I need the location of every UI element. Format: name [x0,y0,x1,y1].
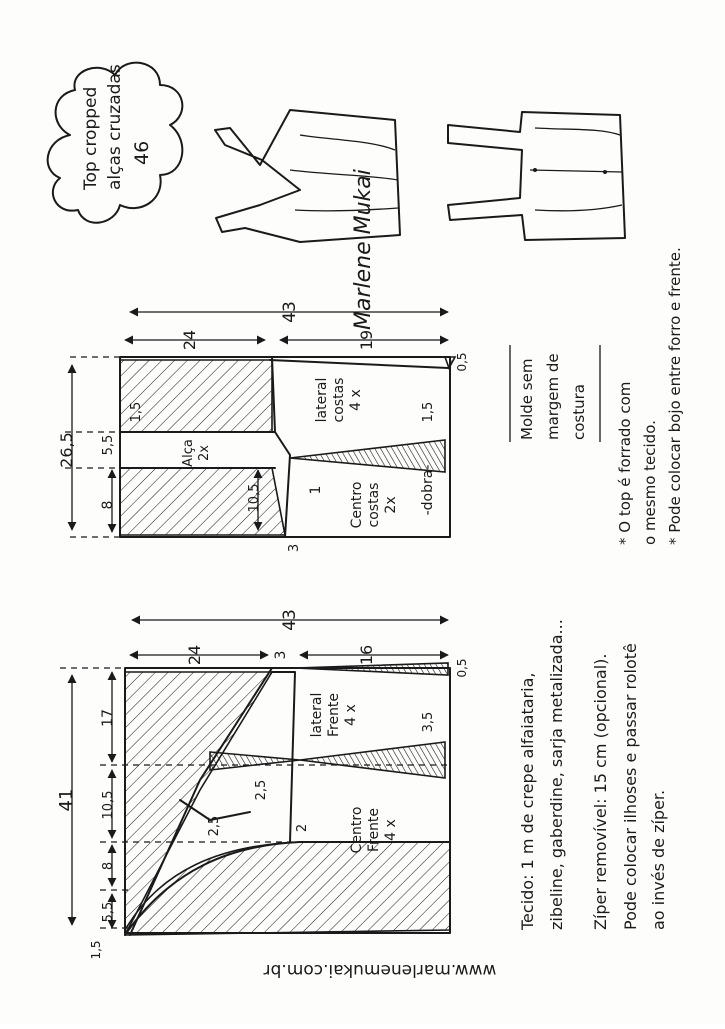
back-dart: 1,5 [421,401,436,423]
front-side-label: lateral [309,692,325,738]
back-side-offset: 10,5 [247,483,262,513]
front-corner: 1,5 [89,940,103,960]
front-center-label-2: Frente [366,807,382,853]
front-diag: 2,5 [207,815,222,837]
front-gap: 3 [273,650,289,660]
front-center-label: Centro [349,806,365,854]
note-fabric-2: zibeline, gaberdine, sarja metalizada... [547,619,566,930]
back-center-mark: 1 [308,485,324,495]
note-eyelets-2: ao invés de zíper. [649,789,668,930]
back-hem-offset: 0,5 [455,352,469,372]
lining-notes [616,247,684,545]
front-width: 41 [56,788,77,812]
back-bottom-mark: 3 [287,543,302,553]
front-center-qty: 4 x [383,819,399,841]
signature [351,169,376,330]
front-side-qty: 4 x [343,704,359,726]
back-strap-offset: 1,5 [129,401,144,423]
back-center-label: Centro [349,481,365,529]
website-url: www.marlenemukai.com.br [263,960,497,980]
back-strap-label: Alça [181,439,196,467]
back-strap-width: 8 [100,500,116,510]
note-no-seam-3: costura [570,384,588,440]
note-lining-1: * O top é forrado com [616,381,634,545]
front-total-length: 43 [280,609,300,631]
front-dart-side: 3,5 [421,711,436,733]
front-seg-b: 10,5 [101,790,116,820]
title-cloud [48,63,183,223]
front-hatch-curve [125,842,450,935]
back-center-qty: 2x [383,496,399,514]
front-seg-c: 8 [101,861,116,871]
back-pattern [57,301,469,552]
back-side-label-2: costas [331,377,347,423]
front-side-label-2: Frente [326,692,342,738]
note-lining-2: o mesmo tecido. [641,420,659,545]
seam-allowance-note [510,345,600,442]
title-line-1: Top cropped [81,86,101,190]
signature-text: Marlene Mukai [351,169,376,330]
front-seg-d: 5,5 [101,901,116,923]
back-top-section: 24 [180,329,199,351]
note-fabric-1: Tecido: 1 m de crepe alfaiataria, [518,672,537,930]
front-pattern [56,609,469,959]
garment-sketch-back [448,112,625,240]
title-size: 46 [131,140,153,165]
back-center-label-2: costas [366,482,382,528]
front-dart-mid [210,742,445,778]
title-line-2: alças cruzadas [105,64,125,190]
front-hem-offset: 0,5 [455,658,469,678]
back-width: 26,5 [57,432,76,468]
note-no-seam-2: margem de [544,353,562,440]
back-side-qty: 4 x [348,389,364,411]
front-top-section: 24 [185,644,204,666]
back-strap-end: 5,5 [101,434,116,456]
note-eyelets-1: Pode colocar ilhoses e passar rolotê [621,643,640,930]
front-dart-mid: 2,5 [254,779,269,801]
note-zipper: Zíper removível: 15 cm (opcional). [591,653,610,930]
back-bottom-section: 19 [357,329,376,351]
note-lining-3: * Pode colocar bojo entre forro e frente. [666,247,684,545]
fabric-notes [518,619,668,931]
back-total-length: 43 [280,301,300,323]
note-no-seam-1: Molde sem [518,358,536,440]
front-seg-a: 17 [100,709,116,727]
back-strap-qty: 2x [197,445,212,461]
front-center-mark: 2 [295,823,310,833]
front-bottom-section: 16 [357,644,376,666]
back-side-label: lateral [314,377,330,423]
back-fold: -dobra- [420,464,436,516]
